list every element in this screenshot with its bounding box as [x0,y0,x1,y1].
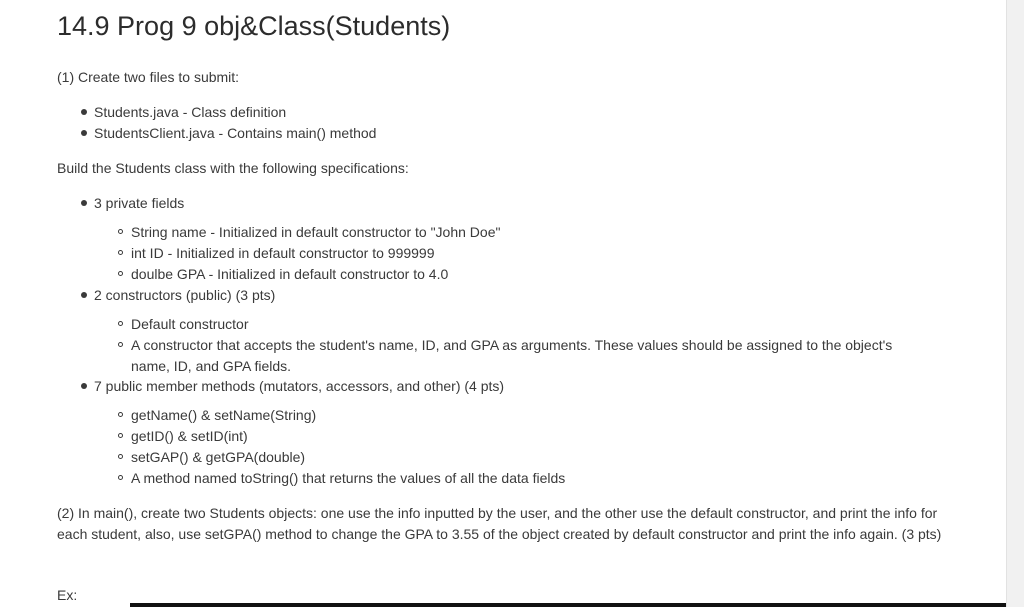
bullet-circle-icon [118,321,123,326]
file-item-client: StudentsClient.java - Contains main() method [94,125,377,141]
spec-label-constructors: 2 constructors (public) (3 pts) [94,287,276,303]
bullet-circle-icon [118,454,123,459]
code-block-top-edge [130,603,1007,607]
part2-text: (2) In main(), create two Students objects: one use the info inputted by the user, and the other use the default constructor, and print the info for each student, also, use setGPA() method to change the GPA to 3.55 of the object created by default constructor and print the info again. (3 pts) [57,505,942,542]
spec-label-fields: 3 private fields [94,195,185,211]
constructor-item-args: A constructor that accepts the student's name, ID, and GPA as arguments. These values should be assigned to the object's name, ID, and GPA fields. [131,337,893,374]
bullet-dot-icon [81,109,87,115]
example-label: Ex: [57,587,78,603]
method-item-id: getID() & setID(int) [131,428,248,444]
method-item-tostring: A method named toString() that returns the values of all the data fields [131,470,566,486]
file-item-students: Students.java - Class definition [94,104,287,120]
page-gutter [1006,0,1024,607]
spec-label-methods: 7 public member methods (mutators, accessors, and other) (4 pts) [94,378,505,394]
part1-intro: (1) Create two files to submit: [57,69,240,85]
bullet-dot-icon [81,292,87,298]
bullet-circle-icon [118,229,123,234]
bullet-circle-icon [118,412,123,417]
bullet-circle-icon [118,271,123,276]
bullet-circle-icon [118,250,123,255]
build-text: Build the Students class with the following specifications: [57,160,409,176]
bullet-circle-icon [118,433,123,438]
bullet-dot-icon [81,383,87,389]
method-item-name: getName() & setName(String) [131,407,317,423]
field-item-name: String name - Initialized in default constructor to "John Doe" [131,224,501,240]
bullet-dot-icon [81,130,87,136]
field-item-id: int ID - Initialized in default constructor to 999999 [131,245,435,261]
bullet-circle-icon [118,475,123,480]
bullet-dot-icon [81,200,87,206]
field-item-gpa: doulbe GPA - Initialized in default constructor to 4.0 [131,266,449,282]
page-title: 14.9 Prog 9 obj&Class(Students) [57,11,451,41]
method-item-gpa: setGAP() & getGPA(double) [131,449,306,465]
constructor-item-default: Default constructor [131,316,249,332]
bullet-circle-icon [118,342,123,347]
